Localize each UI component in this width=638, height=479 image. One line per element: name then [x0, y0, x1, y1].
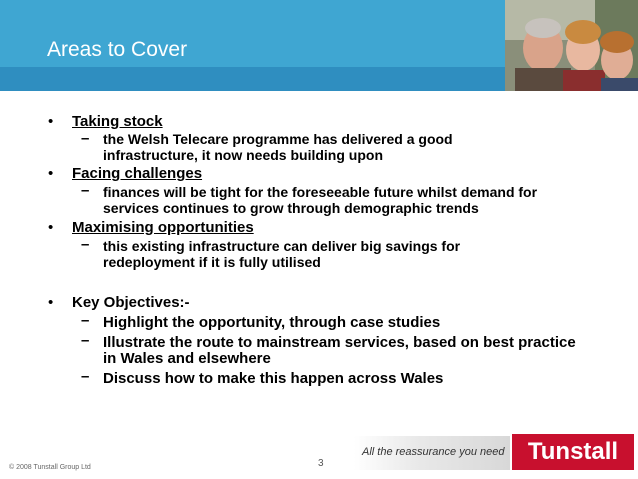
dash-marker: –	[81, 182, 90, 199]
dash-marker: –	[81, 332, 90, 349]
tunstall-logo	[512, 434, 634, 470]
bullet-heading: Taking stock	[72, 113, 163, 130]
bullet-text: finances will be tight for the foreseeable future whilst demand for	[103, 184, 538, 200]
bullet-marker: •	[48, 113, 54, 130]
bullet-marker: •	[48, 219, 54, 236]
objective-text: Illustrate the route to mainstream services, based on best practice	[103, 334, 576, 351]
objective-text: in Wales and elsewhere	[103, 350, 271, 367]
objective-text: Highlight the opportunity, through case studies	[103, 314, 441, 331]
page-number: 3	[318, 458, 324, 469]
objectives-heading: Key Objectives:-	[72, 294, 190, 311]
bullet-text: redeployment if it is fully utilised	[103, 254, 321, 270]
tagline-text: All the reassurance you need	[362, 446, 505, 458]
dash-marker: –	[81, 130, 90, 147]
bullet-text: the Welsh Telecare programme has delivered a good	[103, 131, 453, 147]
dash-marker: –	[81, 368, 90, 385]
bullet-heading: Facing challenges	[72, 165, 203, 182]
bullet-heading: Maximising opportunities	[72, 219, 254, 236]
bullet-text: services continues to grow through demographic trends	[103, 200, 479, 216]
bullet-text: this existing infrastructure can deliver big savings for	[103, 238, 461, 254]
objective-text: Discuss how to make this happen across Wales	[103, 370, 444, 387]
logo-text: Tunstall	[527, 438, 619, 465]
bullet-text: infrastructure, it now needs building upon	[103, 147, 383, 163]
bullet-marker: •	[48, 165, 54, 182]
bullet-marker: •	[48, 294, 54, 311]
dash-marker: –	[81, 312, 90, 329]
dash-marker: –	[81, 236, 90, 253]
slide-title: Areas to Cover	[47, 38, 188, 61]
copyright-notice: © 2008 Tunstall Group Ltd	[9, 464, 91, 471]
